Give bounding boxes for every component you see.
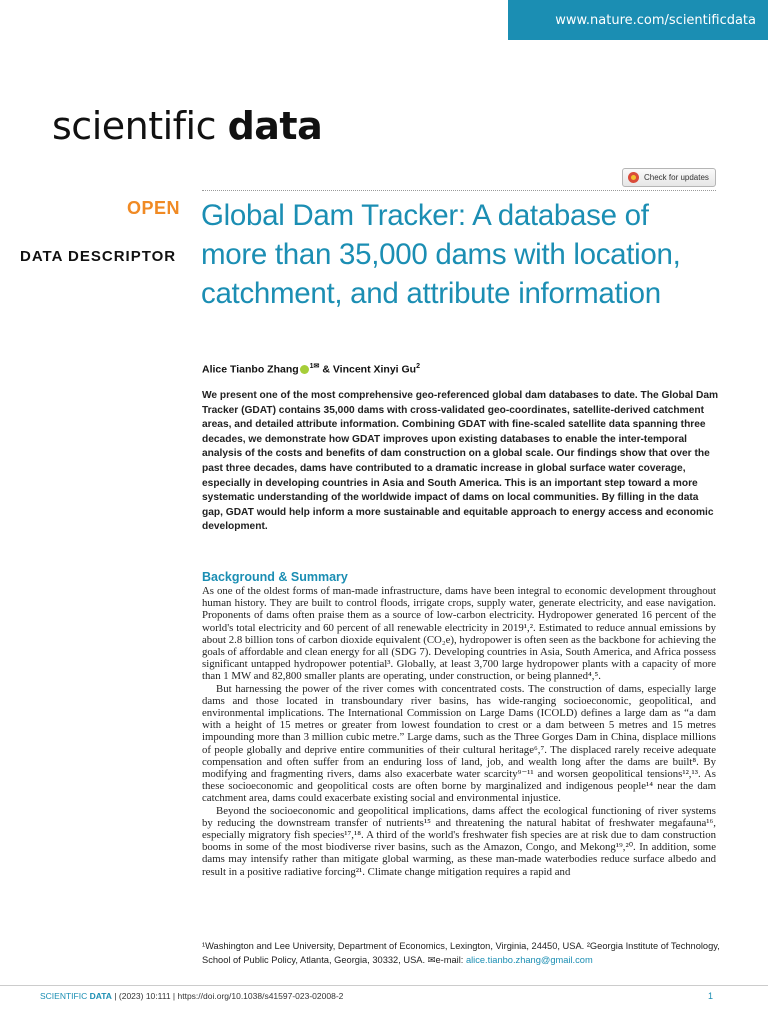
paragraph: But harnessing the power of the river comes with concentrated costs. The construction of dams, especially large dams and those located in transboundary river basins, has wide-ranging socioeconomic, geopolitical, and environmental implications. The International Commission on Large Dams (ICOLD) defines a large dam as “a dam with a height of 15 metres or greater from lowest foundation to crest or a dam between 5 metres and 15 metres impounding more than 3 million cubic metre.” Large dams, such as the Three Gorges Dam in China, displace millions of people globally and deprive entire communities of their cultural heritage⁶,⁷. The displaced rarely receive adequate compensation and often suffer from an enduring loss of land, job, and wealth long after the dams are built⁸. By modifying and fragmenting rivers, dams also exacerbate water scarcity⁹⁻¹¹ and worsen geopolitical tensions¹²,¹³. As these socioeconomic and geopolitical costs are often borne by marginalized and indigenous people¹⁴ near the dam catchment area, dams could exacerbate existing social and environmental injustice.: [202, 682, 716, 805]
footer-journal-name: SCIENTIFIC DATA: [40, 991, 112, 1001]
affiliations: ¹Washington and Lee University, Department of Economics, Lexington, Virginia, 24450, USA. ²Georgia Institute of Technology, School of Public Policy, Atlanta, Georgia, 30332, USA. ✉e-mail: alice.tianbo.zhang@gmail.com: [202, 941, 720, 965]
footer-citation: [40, 991, 343, 1001]
author-affiliation-mark: 2: [416, 363, 420, 370]
open-access-label: OPEN: [126, 198, 180, 218]
section-heading: Background & Summary: [202, 570, 348, 584]
article-title: Global Dam Tracker: A database of more than 35,000 dams with location, catchment, and attribute information: [201, 199, 681, 310]
paragraph: As one of the oldest forms of man-made infrastructure, dams have been integral to economic development throughout human history. They are built to control floods, irrigate crops, supply water, generate electricity, and ease navigation. Proponents of dams often praise them as a source of low-carbon electricity. Hydropower generated 16 percent of the world's total electricity and 60 percent of all renewable electricity in 2019¹,². Estimated to reduce annual emissions by about 2.8 billion tons of carbon dioxide equivalent (CO₂e), hydropower is often seen as the backbone for achieving the goals of affordable and clean energy for all (SDG 7). Developing countries in Asia, South America, and Africa possess significant untapped hydropower potential³. Globally, at least 3,700 large hydropower plants with a capacity of more than 1 MW and 82,800 smaller plants are operating, under construction, or being planned⁴,⁵.: [202, 585, 716, 683]
article-type-label: DATA DESCRIPTOR: [20, 248, 177, 265]
author-affiliation-mark: 1✉: [309, 363, 320, 370]
paragraph: Beyond the socioeconomic and geopolitical implications, dams affect the ecological functioning of river systems by reducing the downstream transfer of nutrients¹⁵ and threatening the natural habitat of freshwater megafauna¹⁶, especially migratory fish species¹⁷,¹⁸. A third of the world's freshwater fish species are at risk due to dam construction booms in some of the most biodiverse river basins, such as the Amazon, Congo, and Mekong¹⁹,²⁰. In addition, some dams may intensify rather than mitigate global warming, as these man-made waterbodies reduce surface albedo and result in a positive radiative forcing²¹. Climate change mitigation requires a rapid and: [202, 804, 716, 878]
crossmark-icon: [628, 172, 639, 183]
author-list: [202, 362, 420, 376]
email-link[interactable]: alice.tianbo.zhang@gmail.com: [465, 954, 593, 965]
footer-doi[interactable]: | (2023) 10:111 | https://doi.org/10.1038/s41597-023-02008-2: [114, 991, 344, 1001]
page-number: 1: [708, 991, 714, 1001]
journal-logo: scientific data: [52, 104, 323, 148]
body-text: [202, 585, 716, 878]
check-for-updates-label: Check for updates: [644, 173, 709, 182]
check-for-updates-button[interactable]: [622, 168, 716, 187]
header-divider: [202, 190, 716, 191]
orcid-icon[interactable]: [300, 365, 309, 374]
author-name[interactable]: Alice Tianbo Zhang: [202, 363, 299, 376]
abstract: We present one of the most comprehensive geo-referenced global dam databases to date. The Global Dam Tracker (GDAT) contains 35,000 dams with cross-validated geo-coordinates, satellite-derived catchment areas, and detailed attribute information. Combining GDAT with fine-scaled satellite data spanning three decades, we demonstrate how GDAT improves upon existing databases to enable the inter-temporal analysis of the costs and benefits of dam construction on a global scale. Our findings show that over the past three decades, dams have contributed to a dramatic increase in global surface water coverage, especially in developing countries in Asia and South America. This is an important step toward a more systematic understanding of the worldwide impact of dams on local communities. By filling in the data gap, GDAT would help inform a more sustainable and equitable approach to energy access and economic development.: [202, 390, 719, 533]
journal-url[interactable]: www.nature.com/scientificdata: [555, 12, 756, 28]
author-name[interactable]: & Vincent Xinyi Gu: [319, 363, 417, 376]
journal-url-banner[interactable]: [508, 0, 768, 40]
footer-divider: [0, 985, 768, 986]
